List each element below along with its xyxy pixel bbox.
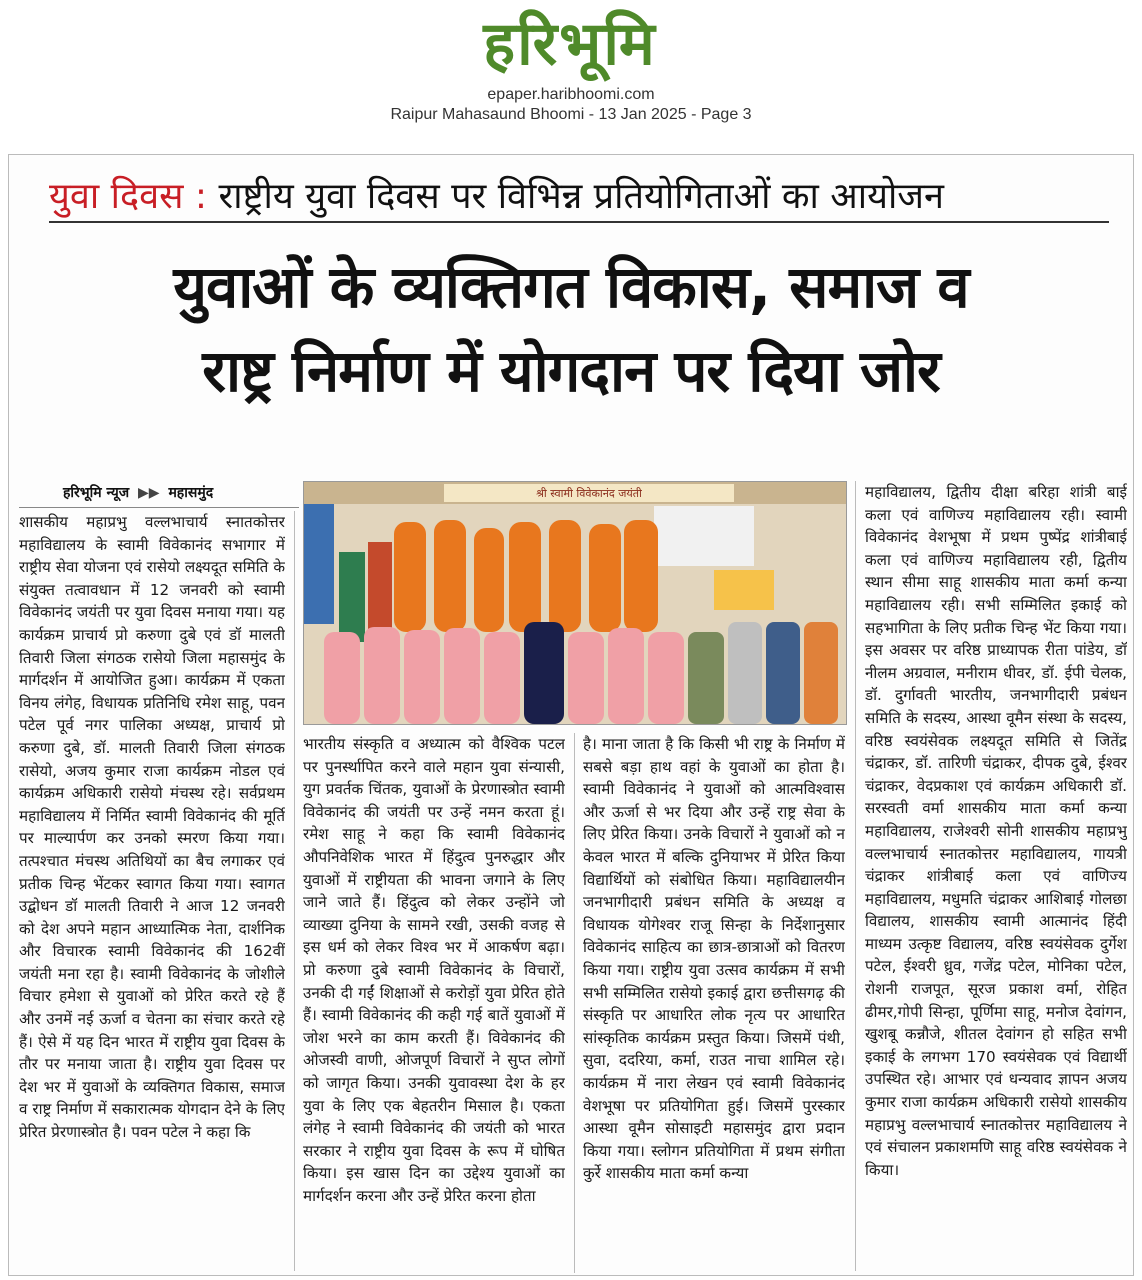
- byline-source: हरिभूमि न्यूज: [63, 485, 130, 501]
- site-url: epaper.haribhoomi.com: [487, 86, 655, 103]
- article-column-2: भारतीय संस्कृति व अध्यात्म को वैश्विक पटल पर पुनर्स्थापित करने वाले महान युवा संन्यासी, युग प्रवर्तक चिंतक, युवाओं के प्रेरणास्त्रोत स्वामी विवेकानंद की जयंती पर उन्हें नमन करता हूं। रमेश साहू ने कहा कि स्वामी विवेकानंद औपनिवेशिक भारत में हिंदुत्व पुनरुद्धार और युवाओं में राष्ट्रीयता की भावना जगाने के लिए जाने जाते हैं। हिंदुत्व को लेकर उन्होंने जो व्याख्या दुनिया के सामने रखी, उसकी वजह से इस धर्म को लेकर विश्व भर में आकर्षण बढ़ा। प्रो करुणा दुबे स्वामी विवेकानंद के विचारों, उनकी दी गईं शिक्षाओं से करोड़ों युवा प्रेरित होते हैं। स्वामी विवेकानंद की कही गई बातें युवाओं में जोश भरने का काम करती हैं। विवेकानंद की ओजस्वी वाणी, ओजपूर्ण विचारों ने सुप्त लोगों को जागृत किया। उनकी युवावस्था देश के हर युवा के लिए एक बेहतरीन मिसाल है। एकता लंगेह ने स्वामी विवेकानंद की जयंती को भारत सरकार ने राष्ट्रीय युवा दिवस के रूप में घोषित किया। इस खास दिन का उद्देश्य युवाओं का मार्गदर्शन करना और उन्हें प्रेरित करना होता: [303, 735, 565, 1205]
- column-divider-1: [294, 511, 295, 1271]
- article-column-1: शासकीय महाप्रभु वल्लभाचार्य स्नातकोत्तर महाविद्यालय के स्वामी विवेकानंद सभागार में राष्ट्रीय सेवा योजना एवं रासेयो लक्ष्यदूत समिति के संयुक्त तत्वावधान में 12 जनवरी को स्वामी विवेकानंद जयंती पर युवा दिवस मनाया गया। यह कार्यक्रम प्राचार्य प्रो करुणा दुबे एवं डॉ मालती तिवारी जिला संगठक रासेयो जिला महासमुंद के मार्गदर्शन में आयोजित हुआ। कार्यक्रम में एकता विनय लंगेह, विधायक प्रतिनिधि रमेश साहू, पवन पटेल पूर्व नगर पालिका अध्यक्ष, प्राचार्य प्रो करुणा दुबे, डॉ. मालती तिवारी जिला संगठक रासेयो, अजय कुमार राजा कार्यक्रम नोडल एवं कार्यक्रम अधिकारी रासेयो मंचस्थ रहे। सर्वप्रथम महाविद्यालय में निर्मित स्वामी विवेकानंद की मूर्ति पर माल्यार्पण कर उनको स्मरण किया गया। तत्पश्चात मंचस्थ अतिथियों का बैच लगाकर एवं प्रतीक चिन्ह भेंटकर स्वागत किया गया। स्वागत उद्बोधन डॉ मालती तिवारी ने आज 12 जनवरी को देश अपने महान आध्यात्मिक नेता, दार्शनिक और विचारक स्वामी विवेकानंद की 162वीं जयंती मना रहा है। स्वामी विवेकानंद के जोशीले विचार हमेशा से युवाओं को प्रेरित करते रहे हैं और उनमें नई ऊर्जा व चेतना का संचार करते रहे हैं। ऐसे में यह दिन भारत में राष्ट्रीय युवा दिवस के तौर पर मनाया जाता है। राष्ट्रीय युवा दिवस पर देश भर में युवाओं के व्यक्तिगत विकास, समाज व राष्ट्र निर्माण में सकारात्मक योगदान देने के लिए प्रेरित प्रेरणास्त्रोत है। पवन पटेल ने कहा कि: [19, 513, 285, 1142]
- kicker-text: राष्ट्रीय युवा दिवस पर विभिन्न प्रतियोगिताओं का आयोजन: [218, 176, 944, 217]
- article-column-3: है। माना जाता है कि किसी भी राष्ट्र के निर्माण में सबसे बड़ा हाथ वहां के युवाओं का होता है। स्वामी विवेकानंद ने युवाओं को आत्मविश्वास और ऊर्जा से भर दिया और उन्हें राष्ट्र सेवा के लिए प्रेरित किया। उनके विचारों ने युवाओं को न केवल भारत में बल्कि दुनियाभर में प्रेरित किया विद्यार्थियों को संबोधित किया। महाविद्यालयीन जनभागीदारी प्रबंधन समिति के अध्यक्ष व विधायक योगेश्वर राजू सिन्हा के निर्देशानुसार विवेकानंद साहित्य का छात्र-छात्राओं को वितरण किया गया। राष्ट्रीय युवा उत्सव कार्यक्रम में सभी सभी सम्मिलित रासेयो इकाई द्वारा छत्तीसगढ़ की संस्कृति पर आधारित लोक नृत्य पर आधारित सांस्कृतिक कार्यक्रम प्रस्तुत किया। जिसमें पंथी, सुवा, ददरिया, कर्मा, राउत नाचा शामिल रहे। कार्यक्रम में नारा लेखन एवं स्वामी विवेकानंद वेशभूषा पर प्रतियोगिता हुई। जिसमें पुरस्कार आस्था वूमैन सोसाइटी महासमुंद द्वारा प्रदान किया गया। स्लोगन प्रतियोगिता में प्रथम संगीता कुर्रे शासकीय माता कर्मा कन्या: [583, 735, 845, 1183]
- haribhoomi-logo: हरिभूमि: [483, 9, 657, 79]
- column-divider-3: [855, 481, 856, 1271]
- byline-place: महासमुंद: [168, 485, 214, 501]
- kicker-tag: युवा दिवस :: [49, 176, 208, 217]
- news-clipping: [8, 154, 1134, 1276]
- article-column-4: महाविद्यालय, द्वितीय दीक्षा बरिहा शांत्री बाई कला एवं वाणिज्य महाविद्यालय रही। स्वामी विवेकानंद वेशभूषा में प्रथम पुष्पेंद्र शांत्रीबाई कला एवं वाणिज्य महाविद्यालय रही, द्वितीय स्थान सीमा साहू शासकीय माता कर्मा कन्या महाविद्यालय रही। सभी सम्मिलित इकाई को सहभागिता के लिए प्रतीक चिन्ह भेंट किया गया। इस अवसर पर वरिष्ठ प्राध्यापक रीता पांडेय, डॉ नीलम अग्रवाल, मनीराम धीवर, डॉ. ईपी चेलक, डॉ. दुर्गावती भारतीय, जनभागीदारी प्रबंधन समिति के सदस्य, आस्था वूमैन संस्था के सदस्य, वरिष्ठ स्वयंसेवक लक्ष्यदूत समिति से जितेंद्र चंद्राकर, डॉ. तारिणी चंद्राकर, दीपक दुबे, ईश्वर चंद्राकर, वेदप्रकाश एवं कार्यक्रम अधिकारी डॉ. सरस्वती वर्मा शासकीय माता कर्मा कन्या महाविद्यालय, राजेश्वरी सोनी शासकीय महाप्रभु वल्लभाचार्य स्नातकोत्तर महाविद्यालय, गायत्री चंद्राकर शांत्रीबाई कला एवं वाणिज्य महाविद्यालय, मधुमति चंद्राकर आशिबाई गोलछा विद्यालय, शासकीय स्वामी आत्मानंद हिंदी माध्यम उत्कृष्ट विद्यालय, वरिष्ठ स्वयंसेवक दुर्गेश पटेल, ईश्वरी ध्रुव, गजेंद्र पटेल, मोनिका पटेल, रोशनी राजपूत, सूरज प्रकाश वर्मा, रोहित ढीमर,गोपी सिन्हा, पूर्णिमा साहू, मनोज देवांगन, खुशबू कन्नौजे, शीतल देवांगन हो सहित सभी इकाई के लगभग 170 स्वयंसेवक एवं विद्यार्थी उपस्थित रहे। आभार एवं धन्यवाद ज्ञापन अजय कुमार राजा कार्यक्रम अधिकारी रासेयो शासकीय महाप्रभु वल्लभाचार्य स्नातकोत्तर महाविद्यालय ने एवं संचालन प्रकाशमणि साहू वरिष्ठ स्वयंसेवक ने किया।: [865, 483, 1127, 1179]
- byline: [63, 483, 303, 502]
- byline-arrows-icon: ▶▶: [138, 485, 160, 501]
- headline-line-2: राष्ट्र निर्माण में योगदान पर दिया जोर: [202, 337, 940, 405]
- event-photo-illustration: [304, 482, 846, 724]
- photo-banner: श्री स्वामी विवेकानंद जयंती: [536, 487, 642, 500]
- kicker-line: [49, 171, 1109, 223]
- byline-divider: [19, 507, 299, 508]
- edition-info: Raipur Mahasaund Bhoomi - 13 Jan 2025 - Page 3: [390, 106, 752, 123]
- masthead: [0, 0, 1142, 150]
- event-group-photo: [303, 481, 847, 725]
- headline-line-1: युवाओं के व्यक्तिगत विकास, समाज व: [173, 253, 969, 321]
- headline: [19, 245, 1123, 413]
- kicker-rule: [49, 221, 1109, 223]
- column-divider-2: [574, 733, 575, 1273]
